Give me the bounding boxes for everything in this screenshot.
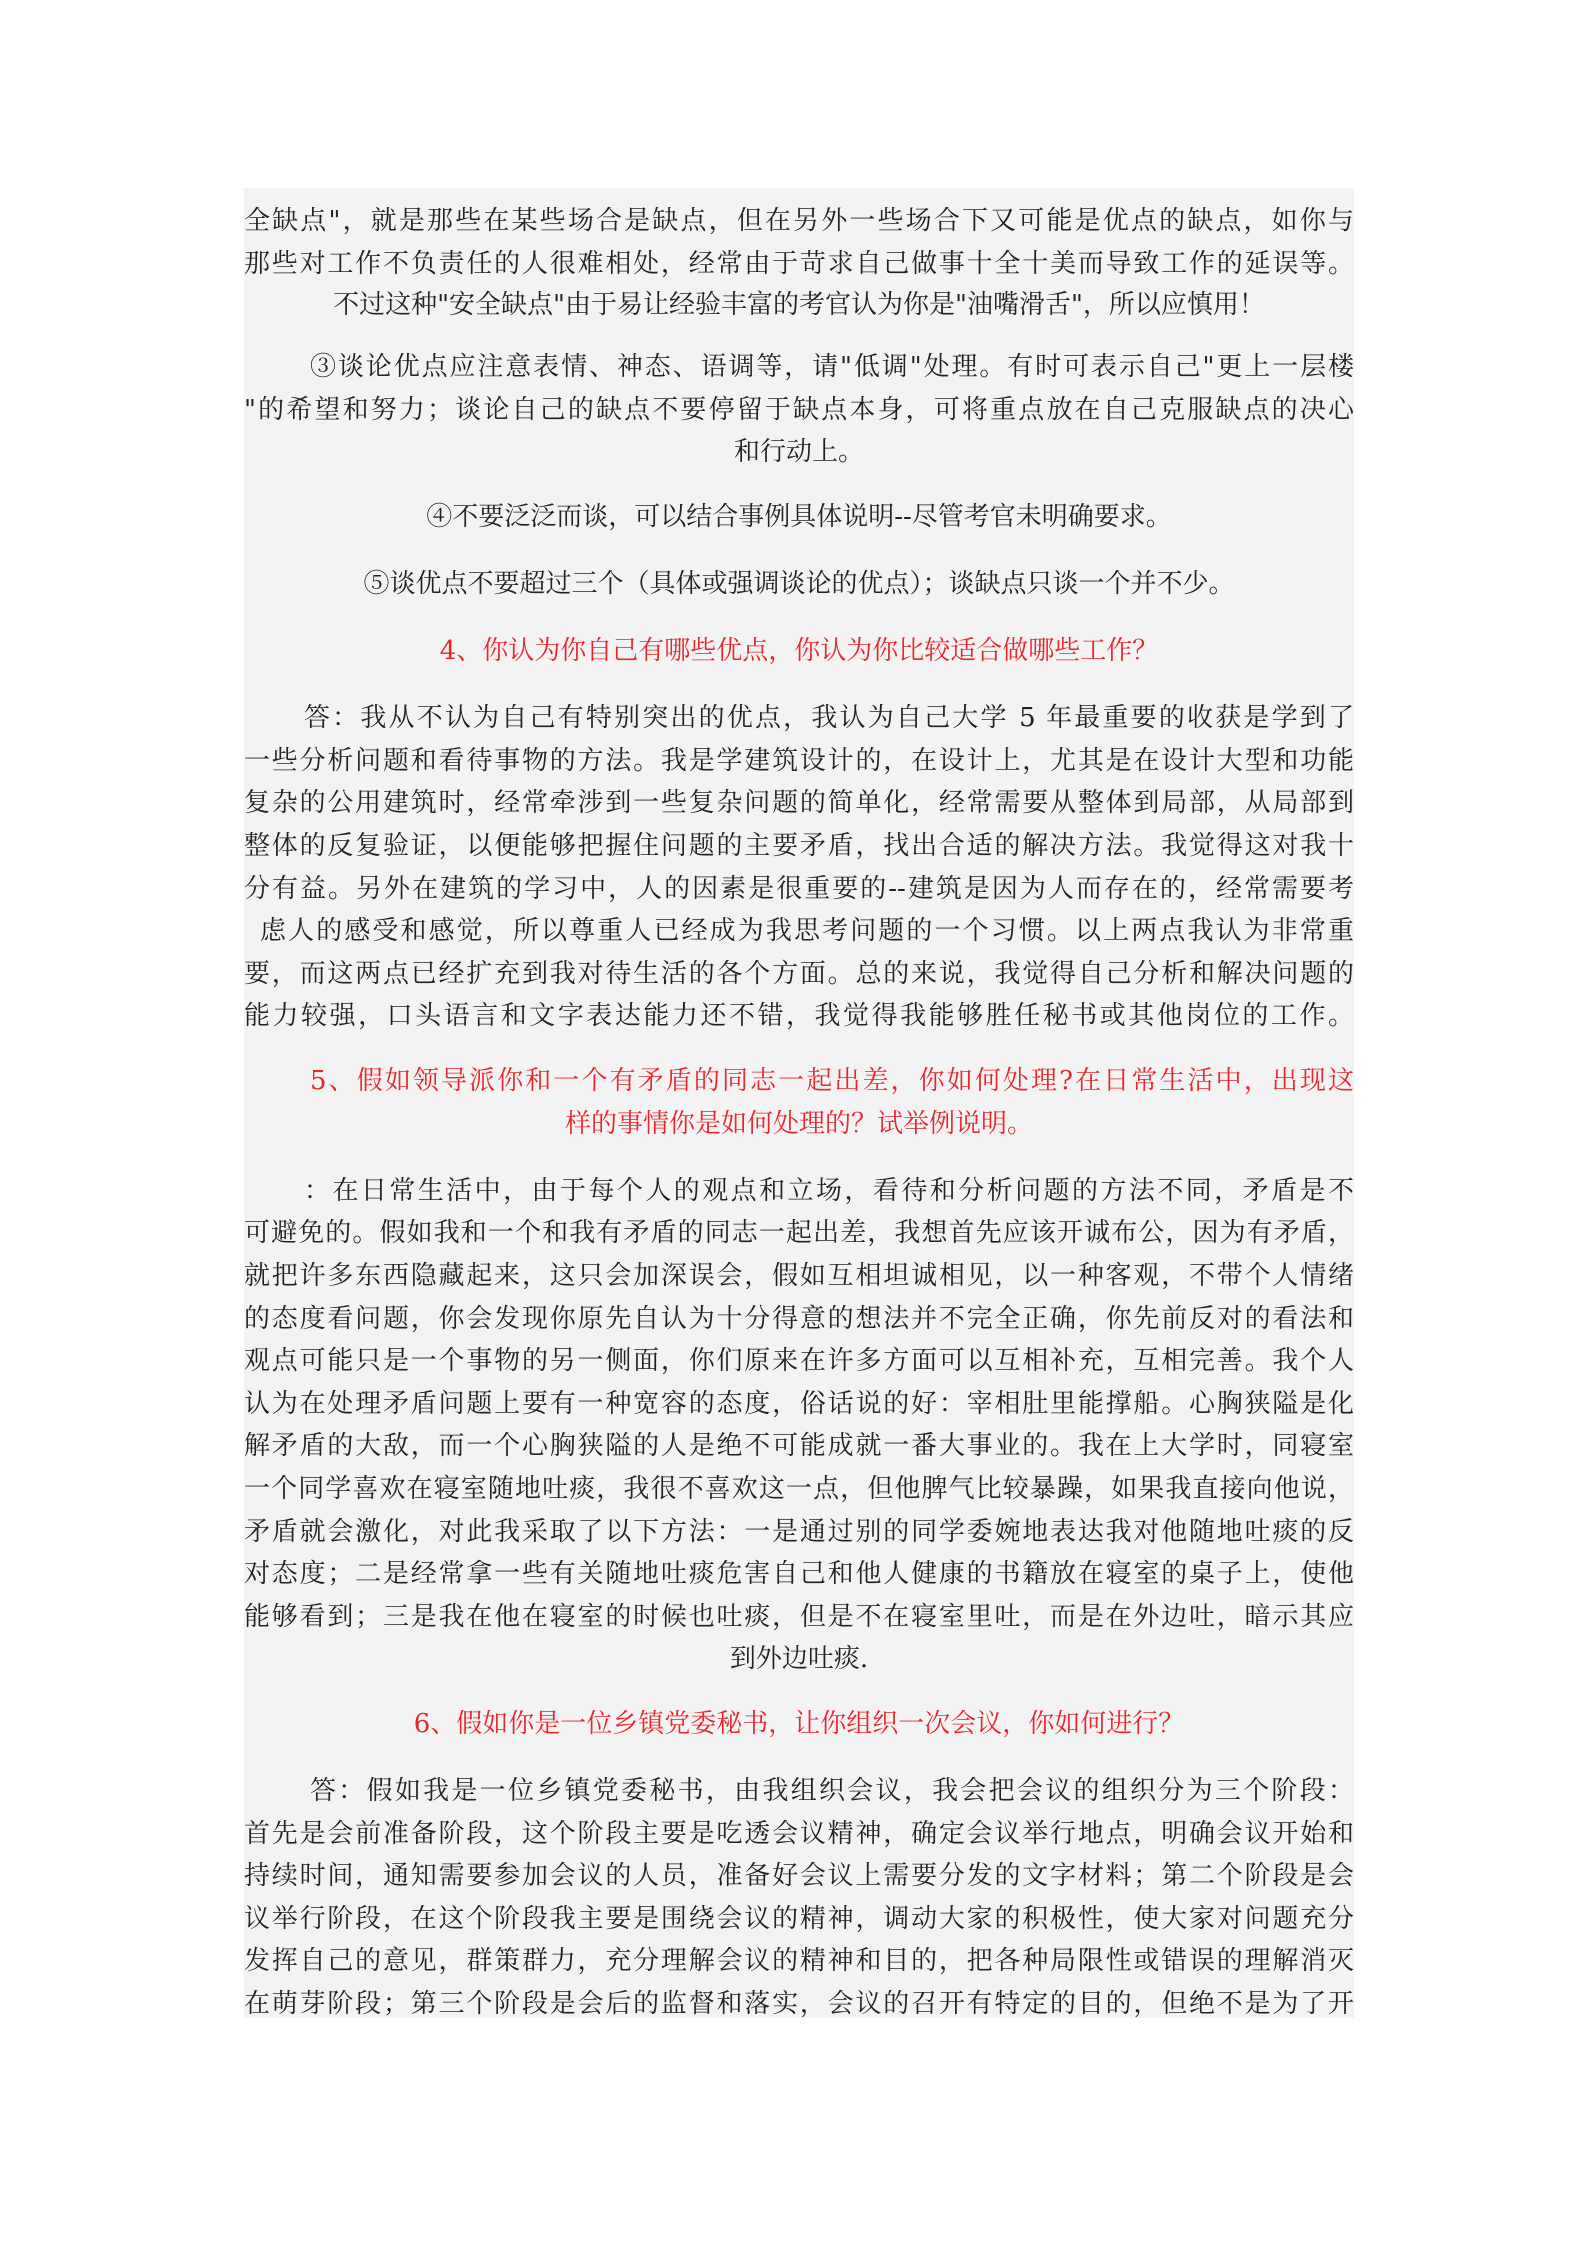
text-line: 整体的反复验证，以便能够把握住问题的主要矛盾，找出合适的解决方法。我觉得这对我十 [244, 831, 1354, 861]
text-line: 复杂的公用建筑时，经常牵涉到一些复杂问题的简单化，经常需要从整体到局部，从局部到 [244, 788, 1354, 818]
text-line: 就把许多东西隐藏起来，这只会加深误会，假如互相坦诚相见，以一种客观，不带个人情绪 [244, 1261, 1354, 1291]
text-line: 和行动上。 [733, 437, 864, 467]
text-line: 一些分析问题和看待事物的方法。我是学建筑设计的，在设计上，尤其是在设计大型和功能 [244, 746, 1354, 776]
text-line: 全缺点"，就是那些在某些场合是缺点，但在另外一些场合下又可能是优点的缺点，如你与 [244, 206, 1354, 236]
text-line: 不过这种"安全缺点"由于易让经验丰富的考官认为你是"油嘴滑舌"，所以应慎用！ [333, 290, 1265, 320]
text-line: 发挥自己的意见，群策群力，充分理解会议的精神和目的，把各种局限性或错误的理解消灭 [244, 1946, 1354, 1976]
text-line: ③谈论优点应注意表情、神态、语调等，请"低调"处理。有时可表示自己"更上一层楼 [310, 352, 1354, 382]
text-line: 到外边吐痰. [729, 1644, 869, 1674]
section-heading-6: 6、假如你是一位乡镇党委秘书，让你组织一次会议，你如何进行？ [413, 1709, 1185, 1739]
text-line: 分有益。另外在建筑的学习中，人的因素是很重要的--建筑是因为人而存在的，经常需要考 [244, 874, 1354, 904]
text-line: 对态度；二是经常拿一些有关随地吐痰危害自己和他人健康的书籍放在寝室的桌子上，使他 [244, 1559, 1354, 1589]
text-line: 虑人的感受和感觉，所以尊重人已经成为我思考问题的一个习惯。以上两点我认为非常重 [260, 916, 1354, 946]
text-line: ⑤谈优点不要超过三个（具体或强调谈论的优点）；谈缺点只谈一个并不少。 [363, 569, 1235, 599]
section-heading-4: 4、你认为你自己有哪些优点，你认为你比较适合做哪些工作？ [439, 636, 1159, 666]
text-line: 能够看到；三是我在他在寝室的时候也吐痰，但是不在寝室里吐，而是在外边吐，暗示其应 [244, 1602, 1354, 1632]
text-line: 矛盾就会激化，对此我采取了以下方法：一是通过别的同学委婉地表达我对他随地吐痰的反 [244, 1517, 1354, 1547]
section-heading-5-cont: 样的事情你是如何处理的？试举例说明。 [564, 1109, 1033, 1139]
text-line: 能力较强，口头语言和文字表达能力还不错，我觉得我能够胜任秘书或其他岗位的工作。 [244, 1001, 1354, 1031]
text-line: 观点可能只是一个事物的另一侧面，你们原来在许多方面可以互相补充，互相完善。我个人 [244, 1346, 1354, 1376]
section-heading-5: 5、假如领导派你和一个有矛盾的同志一起出差，你如何处理?在日常生活中，出现这 [310, 1066, 1354, 1096]
text-line: "的希望和努力；谈论自己的缺点不要停留于缺点本身，可将重点放在自己克服缺点的决心 [244, 395, 1354, 425]
text-line: 可避免的。假如我和一个和我有矛盾的同志一起出差，我想首先应该开诚布公，因为有矛盾， [244, 1218, 1354, 1248]
text-line: ④不要泛泛而谈，可以结合事例具体说明--尽管考官未明确要求。 [426, 502, 1172, 532]
text-line: 的态度看问题，你会发现你原先自认为十分得意的想法并不完全正确，你先前反对的看法和 [244, 1304, 1354, 1334]
text-line: 解矛盾的大敌，而一个心胸狭隘的人是绝不可能成就一番大事业的。我在上大学时，同寝室 [244, 1431, 1354, 1461]
text-line: 答：假如我是一位乡镇党委秘书，由我组织会议，我会把会议的组织分为三个阶段： [310, 1776, 1354, 1806]
text-line: 答：我从不认为自己有特别突出的优点，我认为自己大学 5 年最重要的收获是学到了 [304, 703, 1354, 733]
text-line: 要，而这两点已经扩充到我对待生活的各个方面。总的来说，我觉得自己分析和解决问题的 [244, 959, 1354, 989]
text-line: 在萌芽阶段；第三个阶段是会后的监督和落实，会议的召开有特定的目的，但绝不是为了开 [244, 1989, 1354, 2019]
text-line: 认为在处理矛盾问题上要有一种宽容的态度，俗话说的好：宰相肚里能撑船。心胸狭隘是化 [244, 1389, 1354, 1419]
text-line: 持续时间，通知需要参加会议的人员，准备好会议上需要分发的文字材料；第二个阶段是会 [244, 1861, 1354, 1891]
text-line: 首先是会前准备阶段，这个阶段主要是吃透会议精神，确定会议举行地点，明确会议开始和 [244, 1819, 1354, 1849]
text-line: 议举行阶段，在这个阶段我主要是围绕会议的精神，调动大家的积极性，使大家对问题充分 [244, 1904, 1354, 1934]
text-line: 一个同学喜欢在寝室随地吐痰，我很不喜欢这一点，但他脾气比较暴躁，如果我直接向他说， [244, 1474, 1354, 1504]
text-line: ：在日常生活中，由于每个人的观点和立场，看待和分析问题的方法不同，矛盾是不 [304, 1176, 1354, 1206]
text-line: 那些对工作不负责任的人很难相处，经常由于苛求自己做事十全十美而导致工作的延误等。 [244, 249, 1354, 279]
